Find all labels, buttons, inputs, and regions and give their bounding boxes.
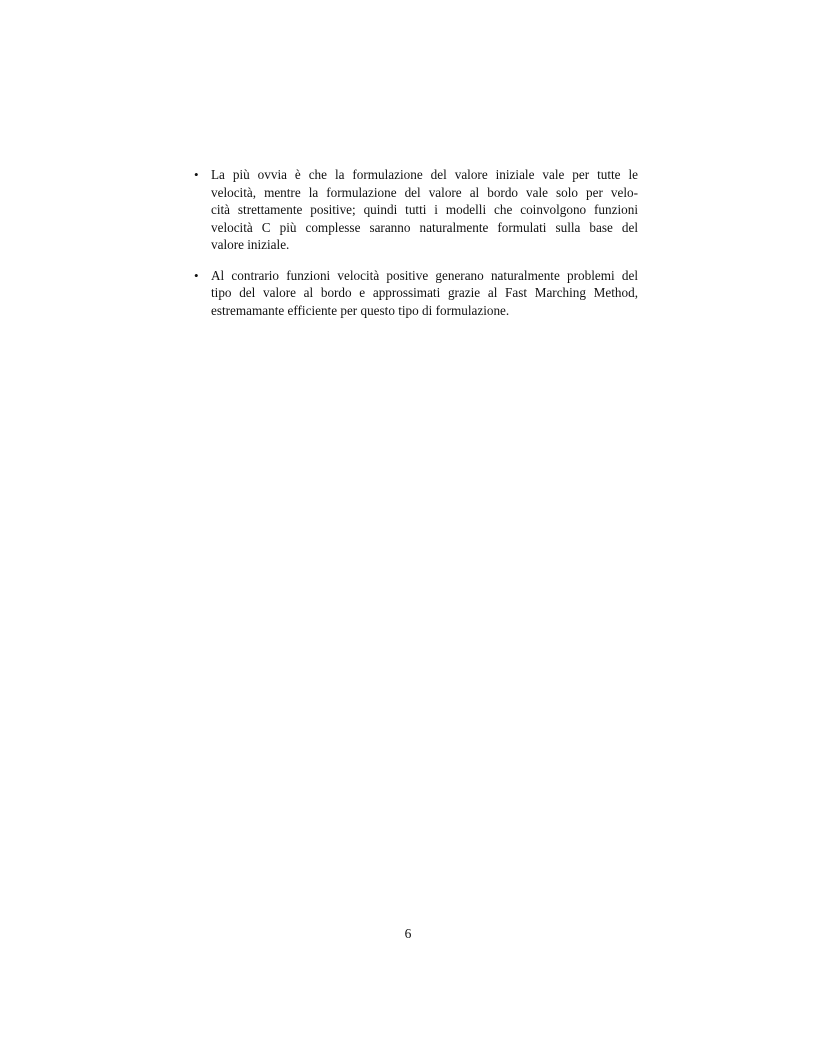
bullet-icon: • (194, 267, 199, 283)
paragraph-line: estremamante efficiente per questo tipo di formulazione. (211, 302, 510, 318)
paragraph-line: valore iniziale. (211, 237, 290, 252)
list-item (194, 166, 638, 254)
bullet-icon: • (194, 167, 199, 182)
paragraph-line: velocità, mentre la formulazione del valore al bordo vale solo per velo- (211, 184, 638, 200)
paragraph-line: velocità C più complesse saranno naturalmente formulati sulla base del (211, 219, 638, 235)
paragraph-line: tipo del valore al bordo e approssimati grazie al Fast Marching Method, (211, 285, 638, 300)
paragraph-line: Al contrario funzioni velocità positive generano naturalmente problemi del (211, 267, 638, 283)
list-item (194, 267, 638, 320)
bullet-list (194, 166, 638, 332)
page-number: 6 (404, 926, 412, 941)
paragraph-line: La più ovvia è che la formulazione del valore iniziale vale per tutte le (211, 167, 638, 182)
paragraph-line: cità strettamente positive; quindi tutti i modelli che coinvolgono funzioni (211, 202, 638, 217)
